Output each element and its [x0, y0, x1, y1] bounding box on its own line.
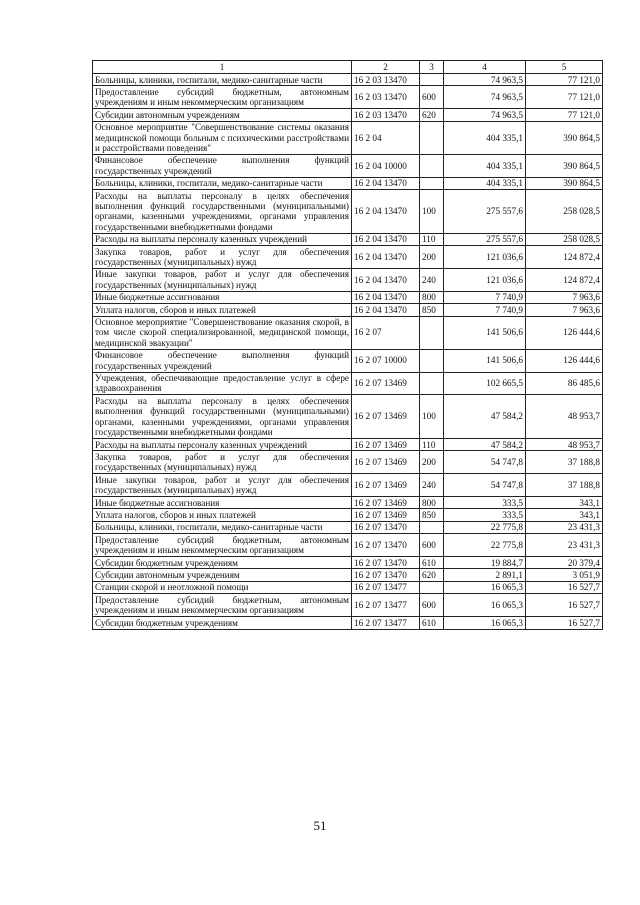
- table-row: [93, 557, 603, 569]
- cell-v5: 124 872,4: [526, 268, 603, 291]
- table-row: [93, 509, 603, 521]
- cell-vr: 620: [420, 109, 444, 121]
- cell-v5: 258 028,5: [526, 233, 603, 245]
- cell-v4: 16 065,3: [444, 617, 526, 629]
- table-row: [93, 439, 603, 451]
- table-row: [93, 521, 603, 533]
- cell-v4: 333,5: [444, 509, 526, 521]
- table-row: [93, 233, 603, 245]
- cell-v5: 126 444,6: [526, 349, 603, 372]
- cell-v5: 390 864,5: [526, 121, 603, 154]
- cell-name: Предоставление субсидий бюджетным, автономным учреждениям и иным некоммерческим организациям: [93, 86, 352, 109]
- cell-v4: 16 065,3: [444, 581, 526, 593]
- cell-name: Расходы на выплаты персоналу в целях обеспечения выполнения функций государственными (муниципальными) органами, казенными учреждениями, органами управления государственными внебюджетными фондами: [93, 190, 352, 234]
- cell-code: 16 2 04 13470: [352, 291, 420, 303]
- cell-name: Предоставление субсидий бюджетным, автономным учреждениям и иным некоммерческим организациям: [93, 534, 352, 557]
- cell-vr: [420, 521, 444, 533]
- cell-vr: [420, 121, 444, 154]
- cell-vr: 610: [420, 557, 444, 569]
- cell-v4: 275 557,6: [444, 190, 526, 234]
- col-header-1: 1: [93, 61, 352, 74]
- cell-vr: 800: [420, 497, 444, 509]
- cell-v5: 16 527,7: [526, 581, 603, 593]
- cell-code: 16 2 07 10000: [352, 349, 420, 372]
- cell-vr: 100: [420, 190, 444, 234]
- table-row: [93, 109, 603, 121]
- cell-vr: [420, 581, 444, 593]
- cell-code: 16 2 07 13469: [352, 497, 420, 509]
- table-row: [93, 569, 603, 581]
- cell-name: Иные бюджетные ассигнования: [93, 497, 352, 509]
- table-row: [93, 190, 603, 234]
- cell-v5: 20 379,4: [526, 557, 603, 569]
- table-header-row: [93, 61, 603, 74]
- cell-v5: 37 188,8: [526, 474, 603, 497]
- cell-v4: 74 963,5: [444, 109, 526, 121]
- cell-vr: [420, 316, 444, 349]
- cell-code: 16 2 07 13470: [352, 557, 420, 569]
- cell-v4: 333,5: [444, 497, 526, 509]
- cell-name: Расходы на выплаты персоналу в целях обеспечения выполнения функций государственными (муниципальными) органами, казенными учреждениями, органами управления государственными внебюджетными фондами: [93, 395, 352, 439]
- cell-name: Больницы, клиники, госпитали, медико-санитарные части: [93, 74, 352, 86]
- cell-vr: 600: [420, 534, 444, 557]
- cell-v4: 404 335,1: [444, 177, 526, 189]
- cell-v4: 74 963,5: [444, 86, 526, 109]
- cell-v4: 121 036,6: [444, 246, 526, 269]
- cell-code: 16 2 07 13470: [352, 569, 420, 581]
- cell-code: 16 2 04 13470: [352, 268, 420, 291]
- cell-vr: [420, 74, 444, 86]
- cell-code: 16 2 07 13469: [352, 474, 420, 497]
- cell-code: 16 2 04 13470: [352, 246, 420, 269]
- cell-v5: 126 444,6: [526, 316, 603, 349]
- table-row: [93, 154, 603, 177]
- cell-name: Иные бюджетные ассигнования: [93, 291, 352, 303]
- cell-vr: 110: [420, 439, 444, 451]
- cell-vr: 600: [420, 594, 444, 617]
- cell-code: 16 2 04 13470: [352, 177, 420, 189]
- cell-v5: 258 028,5: [526, 190, 603, 234]
- cell-name: Субсидии автономным учреждениям: [93, 109, 352, 121]
- cell-name: Уплата налогов, сборов и иных платежей: [93, 304, 352, 316]
- table-row: [93, 534, 603, 557]
- cell-code: 16 2 04 10000: [352, 154, 420, 177]
- table-row: [93, 372, 603, 395]
- cell-v4: 54 747,8: [444, 451, 526, 474]
- cell-v5: 343,1: [526, 497, 603, 509]
- cell-code: 16 2 07 13469: [352, 395, 420, 439]
- cell-v5: 16 527,7: [526, 617, 603, 629]
- cell-vr: 200: [420, 246, 444, 269]
- cell-v4: 7 740,9: [444, 291, 526, 303]
- cell-code: 16 2 04: [352, 121, 420, 154]
- table-row: [93, 581, 603, 593]
- table-row: [93, 594, 603, 617]
- table-row: [93, 74, 603, 86]
- cell-name: Иные закупки товаров, работ и услуг для обеспечения государственных (муниципальных) нужд: [93, 474, 352, 497]
- table-row: [93, 395, 603, 439]
- cell-v4: 141 506,6: [444, 316, 526, 349]
- cell-name: Закупка товаров, работ и услуг для обеспечения государственных (муниципальных) нужд: [93, 246, 352, 269]
- cell-v5: 48 953,7: [526, 395, 603, 439]
- cell-vr: 620: [420, 569, 444, 581]
- cell-name: Основное мероприятие "Совершенствование системы оказания медицинской помощи больным с психическими расстройствами и расстройствами поведения": [93, 121, 352, 154]
- cell-v4: 74 963,5: [444, 74, 526, 86]
- budget-table: [92, 60, 603, 630]
- page-number: 51: [313, 818, 327, 833]
- cell-v4: 275 557,6: [444, 233, 526, 245]
- cell-code: 16 2 07 13470: [352, 534, 420, 557]
- cell-name: Больницы, клиники, госпитали, медико-санитарные части: [93, 177, 352, 189]
- cell-name: Финансовое обеспечение выполнения функций государственных учреждений: [93, 154, 352, 177]
- cell-code: 16 2 07 13469: [352, 509, 420, 521]
- cell-v5: 23 431,3: [526, 534, 603, 557]
- table-row: [93, 304, 603, 316]
- cell-code: 16 2 03 13470: [352, 86, 420, 109]
- cell-v4: 141 506,6: [444, 349, 526, 372]
- cell-v4: 121 036,6: [444, 268, 526, 291]
- cell-v5: 7 963,6: [526, 304, 603, 316]
- table-row: [93, 617, 603, 629]
- cell-name: Больницы, клиники, госпитали, медико-санитарные части: [93, 521, 352, 533]
- cell-code: 16 2 07 13477: [352, 617, 420, 629]
- cell-v5: 37 188,8: [526, 451, 603, 474]
- cell-v4: 2 891,1: [444, 569, 526, 581]
- table-row: [93, 121, 603, 154]
- cell-vr: 110: [420, 233, 444, 245]
- cell-code: 16 2 07 13477: [352, 581, 420, 593]
- cell-v4: 22 775,8: [444, 534, 526, 557]
- table-row: [93, 349, 603, 372]
- cell-name: Уплата налогов, сборов и иных платежей: [93, 509, 352, 521]
- cell-name: Основное мероприятие "Совершенствование оказания скорой, в том числе скорой специализированной, медицинской помощи, медицинской эвакуации": [93, 316, 352, 349]
- cell-code: 16 2 07 13469: [352, 372, 420, 395]
- cell-v4: 102 665,5: [444, 372, 526, 395]
- cell-v4: 404 335,1: [444, 154, 526, 177]
- table-row: [93, 474, 603, 497]
- cell-v5: 86 485,6: [526, 372, 603, 395]
- cell-v4: 7 740,9: [444, 304, 526, 316]
- cell-name: Закупка товаров, работ и услуг для обеспечения государственных (муниципальных) нужд: [93, 451, 352, 474]
- cell-name: Субсидии автономным учреждениям: [93, 569, 352, 581]
- cell-vr: 800: [420, 291, 444, 303]
- cell-v5: 16 527,7: [526, 594, 603, 617]
- cell-vr: 600: [420, 86, 444, 109]
- cell-v4: 19 884,7: [444, 557, 526, 569]
- cell-code: 16 2 07 13477: [352, 594, 420, 617]
- table-row: [93, 316, 603, 349]
- cell-vr: 610: [420, 617, 444, 629]
- cell-v5: 390 864,5: [526, 177, 603, 189]
- cell-code: 16 2 07 13469: [352, 451, 420, 474]
- table-row: [93, 291, 603, 303]
- cell-code: 16 2 04 13470: [352, 190, 420, 234]
- col-header-2: 2: [352, 61, 420, 74]
- cell-v4: 47 584,2: [444, 439, 526, 451]
- table-row: [93, 86, 603, 109]
- cell-v5: 124 872,4: [526, 246, 603, 269]
- cell-vr: 850: [420, 509, 444, 521]
- cell-vr: [420, 349, 444, 372]
- cell-name: Предоставление субсидий бюджетным, автономным учреждениям и иным некоммерческим организациям: [93, 594, 352, 617]
- cell-v5: 3 051,9: [526, 569, 603, 581]
- cell-name: Субсидии бюджетным учреждениям: [93, 617, 352, 629]
- col-header-3: 3: [420, 61, 444, 74]
- table-row: [93, 497, 603, 509]
- cell-v5: 77 121,0: [526, 74, 603, 86]
- cell-vr: 240: [420, 268, 444, 291]
- cell-code: 16 2 07 13469: [352, 439, 420, 451]
- cell-vr: [420, 177, 444, 189]
- cell-vr: 240: [420, 474, 444, 497]
- cell-code: 16 2 04 13470: [352, 304, 420, 316]
- cell-v5: 390 864,5: [526, 154, 603, 177]
- cell-name: Иные закупки товаров, работ и услуг для обеспечения государственных (муниципальных) нужд: [93, 268, 352, 291]
- table-row: [93, 451, 603, 474]
- cell-v5: 7 963,6: [526, 291, 603, 303]
- cell-v4: 16 065,3: [444, 594, 526, 617]
- cell-v5: 48 953,7: [526, 439, 603, 451]
- cell-name: Финансовое обеспечение выполнения функций государственных учреждений: [93, 349, 352, 372]
- cell-v5: 23 431,3: [526, 521, 603, 533]
- cell-vr: 200: [420, 451, 444, 474]
- cell-name: Расходы на выплаты персоналу казенных учреждений: [93, 439, 352, 451]
- table-row: [93, 268, 603, 291]
- cell-v4: 47 584,2: [444, 395, 526, 439]
- cell-v4: 22 775,8: [444, 521, 526, 533]
- cell-name: Расходы на выплаты персоналу казенных учреждений: [93, 233, 352, 245]
- cell-code: 16 2 07: [352, 316, 420, 349]
- cell-v4: 404 335,1: [444, 121, 526, 154]
- cell-vr: 850: [420, 304, 444, 316]
- cell-code: 16 2 03 13470: [352, 109, 420, 121]
- col-header-5: 5: [526, 61, 603, 74]
- cell-name: Субсидии бюджетным учреждениям: [93, 557, 352, 569]
- cell-vr: [420, 372, 444, 395]
- cell-v4: 54 747,8: [444, 474, 526, 497]
- cell-vr: [420, 154, 444, 177]
- cell-vr: 100: [420, 395, 444, 439]
- cell-code: 16 2 07 13470: [352, 521, 420, 533]
- cell-code: 16 2 04 13470: [352, 233, 420, 245]
- col-header-4: 4: [444, 61, 526, 74]
- cell-name: Станции скорой и неотложной помощи: [93, 581, 352, 593]
- cell-v5: 77 121,0: [526, 86, 603, 109]
- cell-v5: 343,1: [526, 509, 603, 521]
- cell-v5: 77 121,0: [526, 109, 603, 121]
- table-row: [93, 177, 603, 189]
- table-row: [93, 246, 603, 269]
- cell-code: 16 2 03 13470: [352, 74, 420, 86]
- cell-name: Учреждения, обеспечивающие предоставление услуг в сфере здравоохранения: [93, 372, 352, 395]
